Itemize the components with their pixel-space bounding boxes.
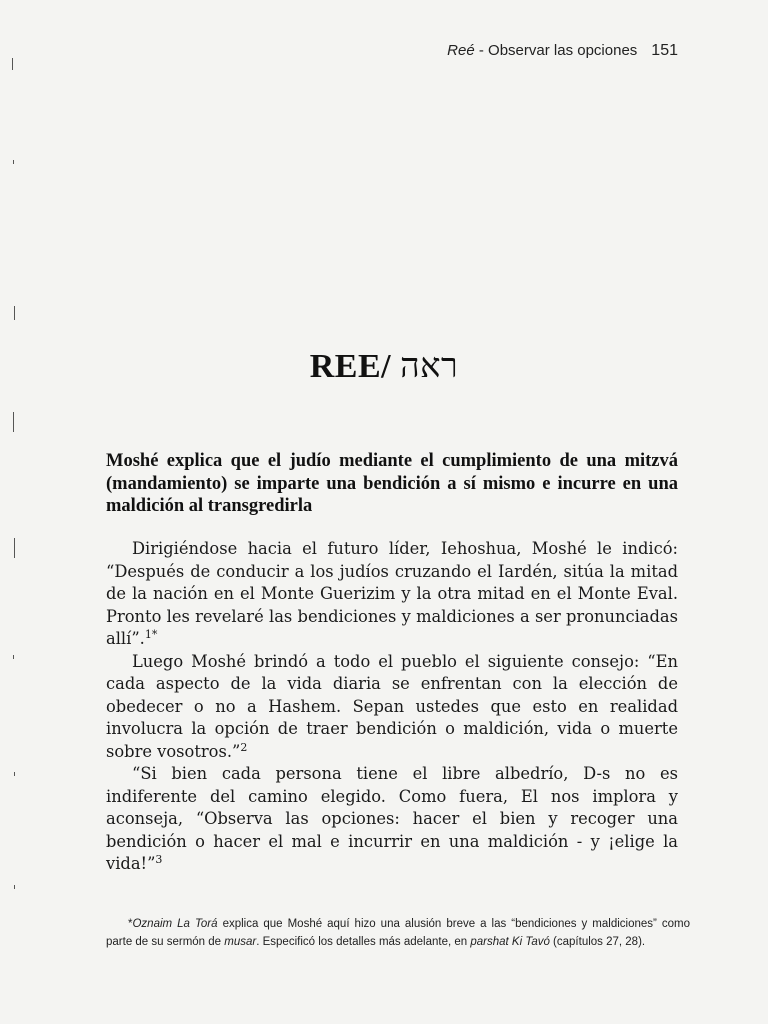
page-number: 151 [651,42,678,59]
footnote-part: (capítulos 27, 28). [549,935,646,948]
chapter-title [0,348,768,386]
paragraph [106,763,678,876]
scan-speck [12,58,13,70]
footnote-marker: * [128,918,133,930]
scan-speck [13,160,14,164]
chapter-title-latin: REE/ [309,348,392,385]
scan-speck [13,412,14,432]
paragraph-text: “Si bien cada persona tiene el libre albedrío, D-s no es indiferente del camino elegido. Como fuera, El nos implora y aconseja, “Observa las opciones: hacer el bien y recoger una bendición o hacer el mal e incurrir en una maldición - y ¡elige la vida!” [106,764,678,873]
scan-speck [14,772,15,776]
footnote-ref: 2 [240,740,248,754]
scan-speck [14,885,15,889]
footnote-parasha: parshat Ki Tavó [470,935,550,948]
footnote-text [106,916,690,951]
body-text [106,538,678,876]
running-head [447,42,678,60]
paragraph [106,651,678,764]
paragraph [106,538,678,651]
running-head-chapter: Observar las opciones [488,42,638,59]
running-head-book: Reé [447,42,475,59]
footnote-source: Oznaim La Torá [132,918,218,930]
footnote-part: explica que Moshé aquí hizo una alusión breve a las “bendiciones y maldiciones” como parte de su sermón de [106,918,690,948]
scan-speck [13,655,14,659]
scan-speck [14,538,15,558]
footnote-ref: 3 [155,853,163,866]
footnote-term: musar [224,935,257,948]
footnote-part: . Especificó los detalles más adelante, en [256,935,471,948]
footnote-ref: 1* [144,628,158,641]
paragraph-text: Luego Moshé brindó a todo el pueblo el siguiente consejo: “En cada aspecto de la vida diaria se enfrentan con la elección de obedecer o no a Hashem. Sepan ustedes que esto en realidad involucra la opción de traer bendición o maldición, vida o muerte sobre vosotros.” [106,651,678,761]
paragraph-text: Dirigiéndose hacia el futuro líder, Iehoshua, Moshé le indicó: “Después de conducir a los judíos cruzando el Iardén, sitúa la mitad de la nación en el Monte Guerizim y la otra mitad en el Monte Eval. Pronto les revelaré las bendiciones y maldiciones a ser pronunciadas allí”. [106,539,678,648]
running-head-separator: - [474,42,489,59]
section-heading: Moshé explica que el judío mediante el cumplimiento de una mitzvá (mandamiento) se imparte una bendición a sí mismo e incurre en una maldición al transgredirla [106,451,678,516]
chapter-title-hebrew: ראה [400,348,459,385]
footnote [106,916,690,951]
scan-speck [14,306,15,320]
